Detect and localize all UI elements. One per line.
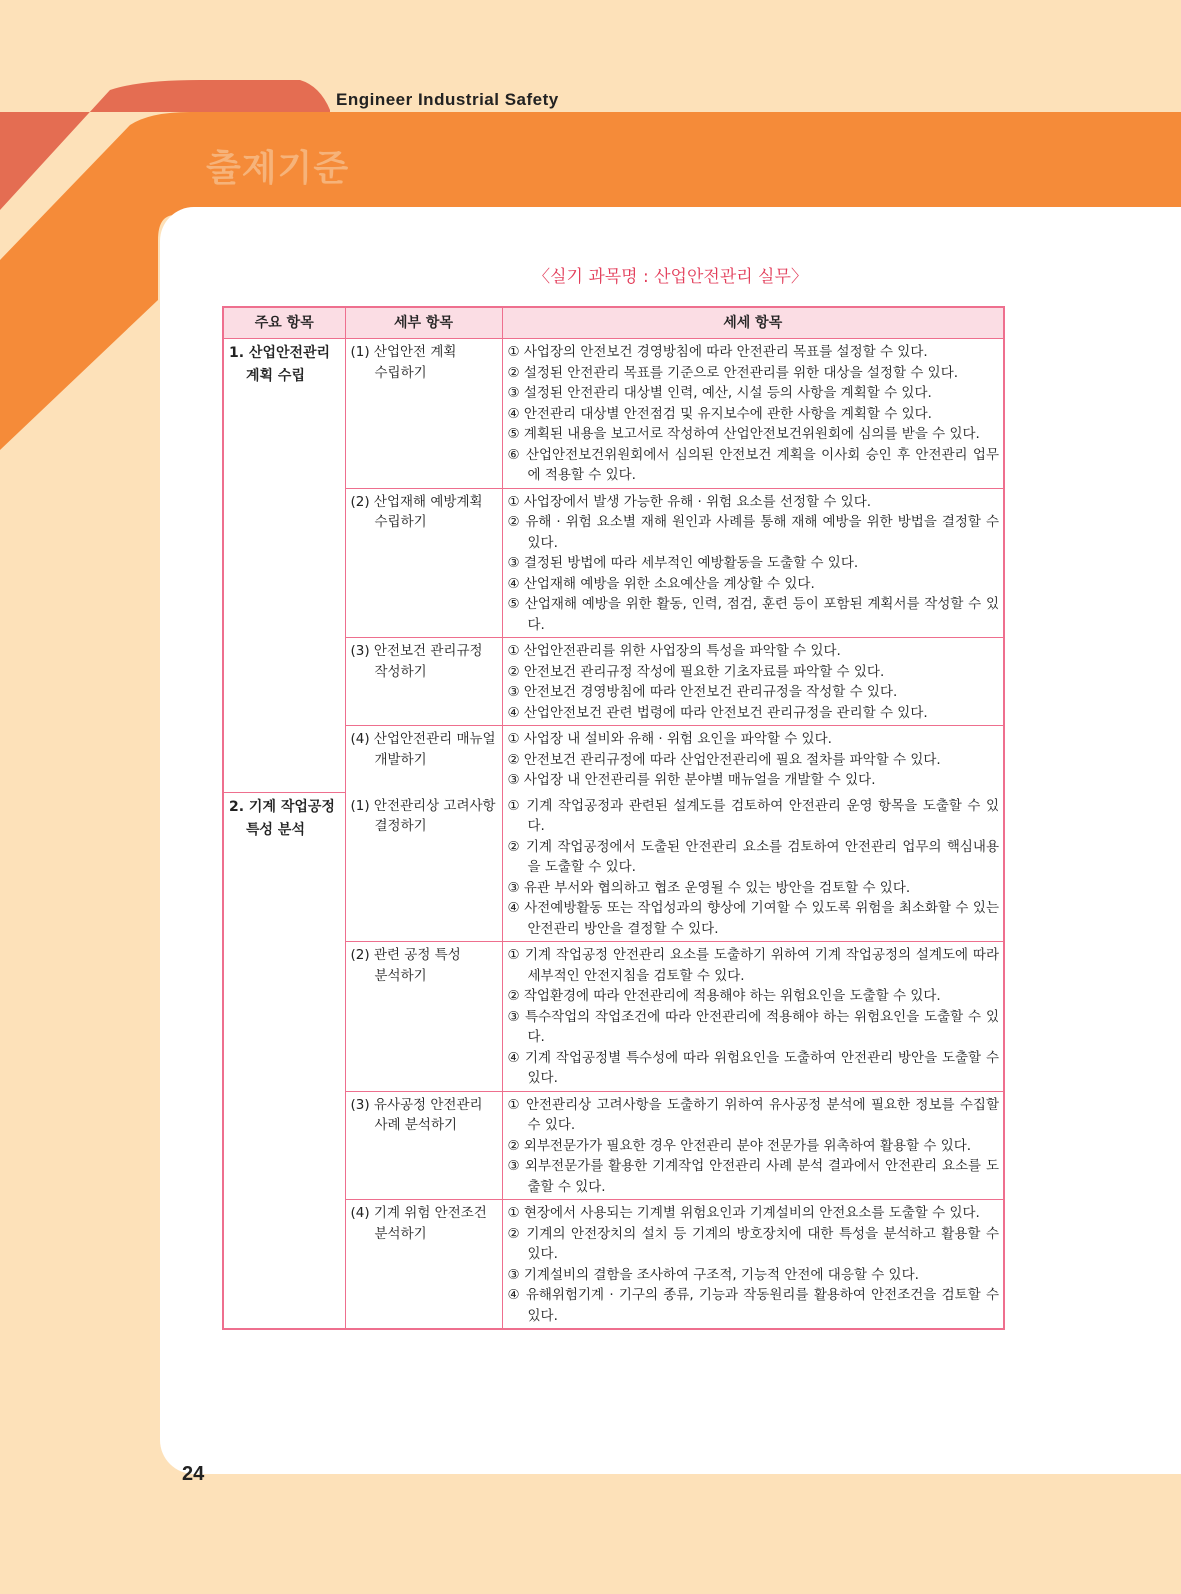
detail-item: ③ 외부전문가를 활용한 기계작업 안전관리 사례 분석 결과에서 안전관리 요소를 도출할 수 있다.: [507, 1158, 999, 1195]
detail-item: ① 기계 작업공정 안전관리 요소를 도출하기 위하여 기계 작업공정의 설계도에 따라 세부적인 안전지침을 검토할 수 있다.: [507, 947, 999, 984]
detail-item: ② 안전보건 관리규정에 따라 산업안전관리에 필요 절차를 파악할 수 있다.: [507, 751, 941, 768]
table-row: [223, 339, 1004, 489]
sub-item-cell: [345, 1200, 502, 1330]
detail-item-cell: [502, 726, 1004, 793]
detail-item: ② 기계의 안전장치의 설치 등 기계의 방호장치에 대한 특성을 분석하고 활용할 수 있다.: [507, 1225, 999, 1262]
header-sub-item: 세부 항목: [345, 307, 502, 339]
sub-item-title-cont: 결정하기: [374, 818, 427, 834]
sub-item-cell: [345, 726, 502, 793]
sub-item-title: (1) 안전관리상 고려사항: [350, 797, 496, 814]
sub-item-cell: [345, 793, 502, 942]
main-item-text: 특성 분석: [246, 822, 305, 838]
detail-item: ④ 안전관리 대상별 안전점검 및 유지보수에 관한 사항을 계획할 수 있다.: [507, 405, 932, 422]
detail-item-cell: [502, 339, 1004, 489]
detail-item: ③ 유관 부서와 협의하고 협조 운영될 수 있는 방안을 검토할 수 있다.: [507, 879, 911, 896]
table-header-row: [223, 307, 1004, 339]
detail-item-cell: [502, 1091, 1004, 1200]
detail-item: ③ 설정된 안전관리 대상별 인력, 예산, 시설 등의 사항을 계획할 수 있다.: [507, 385, 932, 401]
detail-item: ④ 산업안전보건 관련 법령에 따라 안전보건 관리규정을 관리할 수 있다.: [507, 704, 928, 721]
detail-item-cell: [502, 1200, 1004, 1330]
sub-item-cell: [345, 488, 502, 638]
header-main-item: 주요 항목: [223, 307, 345, 339]
sub-item-cell: [345, 339, 502, 489]
table-row: [223, 793, 1004, 942]
sub-item-title-cont: 분석하기: [374, 1225, 427, 1242]
sub-item-title: (4) 기계 위험 안전조건: [350, 1205, 487, 1221]
criteria-table: [222, 306, 1005, 1330]
detail-item: ③ 기계설비의 결함을 조사하여 구조적, 기능적 안전에 대응할 수 있다.: [507, 1266, 919, 1283]
detail-item: ① 현장에서 사용되는 기계별 위험요인과 기계설비의 안전요소를 도출할 수 있다.: [507, 1205, 980, 1221]
page-number: 24: [182, 1463, 205, 1485]
sub-item-title: (1) 산업안전 계획: [350, 344, 457, 360]
detail-item: ② 설정된 안전관리 목표를 기준으로 안전관리를 위한 대상을 설정할 수 있다.: [507, 364, 959, 381]
detail-item: ④ 사전예방활동 또는 작업성과의 향상에 기여할 수 있도록 위험을 최소화할 수 있는 안전관리 방안을 결정할 수 있다.: [507, 900, 999, 937]
detail-item-cell: [502, 793, 1004, 942]
section-title: 출제기준: [206, 148, 350, 189]
detail-item-cell: [502, 942, 1004, 1092]
detail-item: ② 유해 · 위험 요소별 재해 원인과 사례를 통해 재해 예방을 위한 방법을 결정할 수 있다.: [507, 514, 999, 551]
detail-item: ① 산업안전관리를 위한 사업장의 특성을 파악할 수 있다.: [507, 643, 841, 659]
sub-item-cell: [345, 1091, 502, 1200]
detail-item: ③ 사업장 내 안전관리를 위한 분야별 매뉴얼을 개발할 수 있다.: [507, 772, 876, 788]
main-item-text: 1. 산업안전관리: [229, 345, 331, 361]
detail-item: ⑤ 계획된 내용을 보고서로 작성하여 산업안전보건위원회에 심의를 받을 수 있다.: [507, 426, 980, 442]
detail-item-cell: [502, 488, 1004, 638]
detail-item: ② 안전보건 관리규정 작성에 필요한 기초자료를 파악할 수 있다.: [507, 663, 885, 680]
main-item-cell: [223, 339, 345, 793]
sub-item-title: (2) 관련 공정 특성: [350, 947, 461, 963]
detail-item: ⑤ 산업재해 예방을 위한 활동, 인력, 점검, 훈련 등이 포함된 계획서를 작성할 수 있다.: [507, 596, 999, 633]
sub-item-title-cont: 사례 분석하기: [374, 1117, 458, 1133]
sub-item-title: (2) 산업재해 예방계획: [350, 493, 483, 510]
detail-item: ① 사업장에서 발생 가능한 유해 · 위험 요소를 선정할 수 있다.: [507, 493, 872, 510]
sub-item-title: (3) 안전보건 관리규정: [350, 643, 483, 659]
sub-item-cell: [345, 942, 502, 1092]
sub-item-cell: [345, 638, 502, 726]
subject-title: 〈실기 과목명 : 산업안전관리 실무〉: [533, 267, 808, 287]
sub-item-title-cont: 작성하기: [374, 663, 427, 680]
sub-item-title-cont: 분석하기: [374, 967, 427, 984]
detail-item: ① 기계 작업공정과 관련된 설계도를 검토하여 안전관리 운영 항목을 도출할 수 있다.: [507, 797, 999, 834]
detail-item: ③ 특수작업의 작업조건에 따라 안전관리에 적용해야 하는 위험요인을 도출할 수 있다.: [507, 1008, 999, 1045]
main-item-text: 계획 수립: [246, 368, 305, 384]
detail-item: ④ 유해위험기계 · 기구의 종류, 기능과 작동원리를 활용하여 안전조건을 검토할 수 있다.: [507, 1287, 999, 1324]
detail-item: ② 기계 작업공정에서 도출된 안전관리 요소를 검토하여 안전관리 업무의 핵심내용을 도출할 수 있다.: [507, 838, 999, 875]
sub-item-title-cont: 개발하기: [374, 751, 427, 768]
book-title: Engineer Industrial Safety: [336, 90, 559, 109]
sub-item-title-cont: 수립하기: [374, 514, 427, 530]
detail-item: ② 작업환경에 따라 안전관리에 적용해야 하는 위험요인을 도출할 수 있다.: [507, 988, 941, 1004]
detail-item: ① 안전관리상 고려사항을 도출하기 위하여 유사공정 분석에 필요한 정보를 수집할 수 있다.: [507, 1096, 999, 1133]
detail-item-cell: [502, 638, 1004, 726]
detail-item: ③ 안전보건 경영방침에 따라 안전보건 관리규정을 작성할 수 있다.: [507, 684, 898, 700]
sub-item-title: (3) 유사공정 안전관리: [350, 1096, 483, 1113]
table-body: [223, 339, 1004, 1330]
sub-item-title: (4) 산업안전관리 매뉴얼: [350, 731, 496, 747]
sub-item-title-cont: 수립하기: [374, 364, 427, 381]
detail-item: ② 외부전문가가 필요한 경우 안전관리 분야 전문가를 위촉하여 활용할 수 있다.: [507, 1137, 972, 1154]
detail-item: ④ 산업재해 예방을 위한 소요예산을 계상할 수 있다.: [507, 575, 815, 592]
main-item-cell: [223, 793, 345, 1330]
detail-item: ① 사업장 내 설비와 유해 · 위험 요인을 파악할 수 있다.: [507, 731, 832, 747]
detail-item: ④ 기계 작업공정별 특수성에 따라 위험요인을 도출하여 안전관리 방안을 도출할 수 있다.: [507, 1049, 999, 1086]
detail-item: ⑥ 산업안전보건위원회에서 심의된 안전보건 계획을 이사회 승인 후 안전관리 업무에 적용할 수 있다.: [507, 446, 999, 483]
detail-item: ① 사업장의 안전보건 경영방침에 따라 안전관리 목표를 설정할 수 있다.: [507, 344, 928, 360]
header-detail-item: 세세 항목: [502, 307, 1004, 339]
main-item-text: 2. 기계 작업공정: [229, 799, 335, 815]
detail-item: ③ 결정된 방법에 따라 세부적인 예방활동을 도출할 수 있다.: [507, 555, 859, 571]
